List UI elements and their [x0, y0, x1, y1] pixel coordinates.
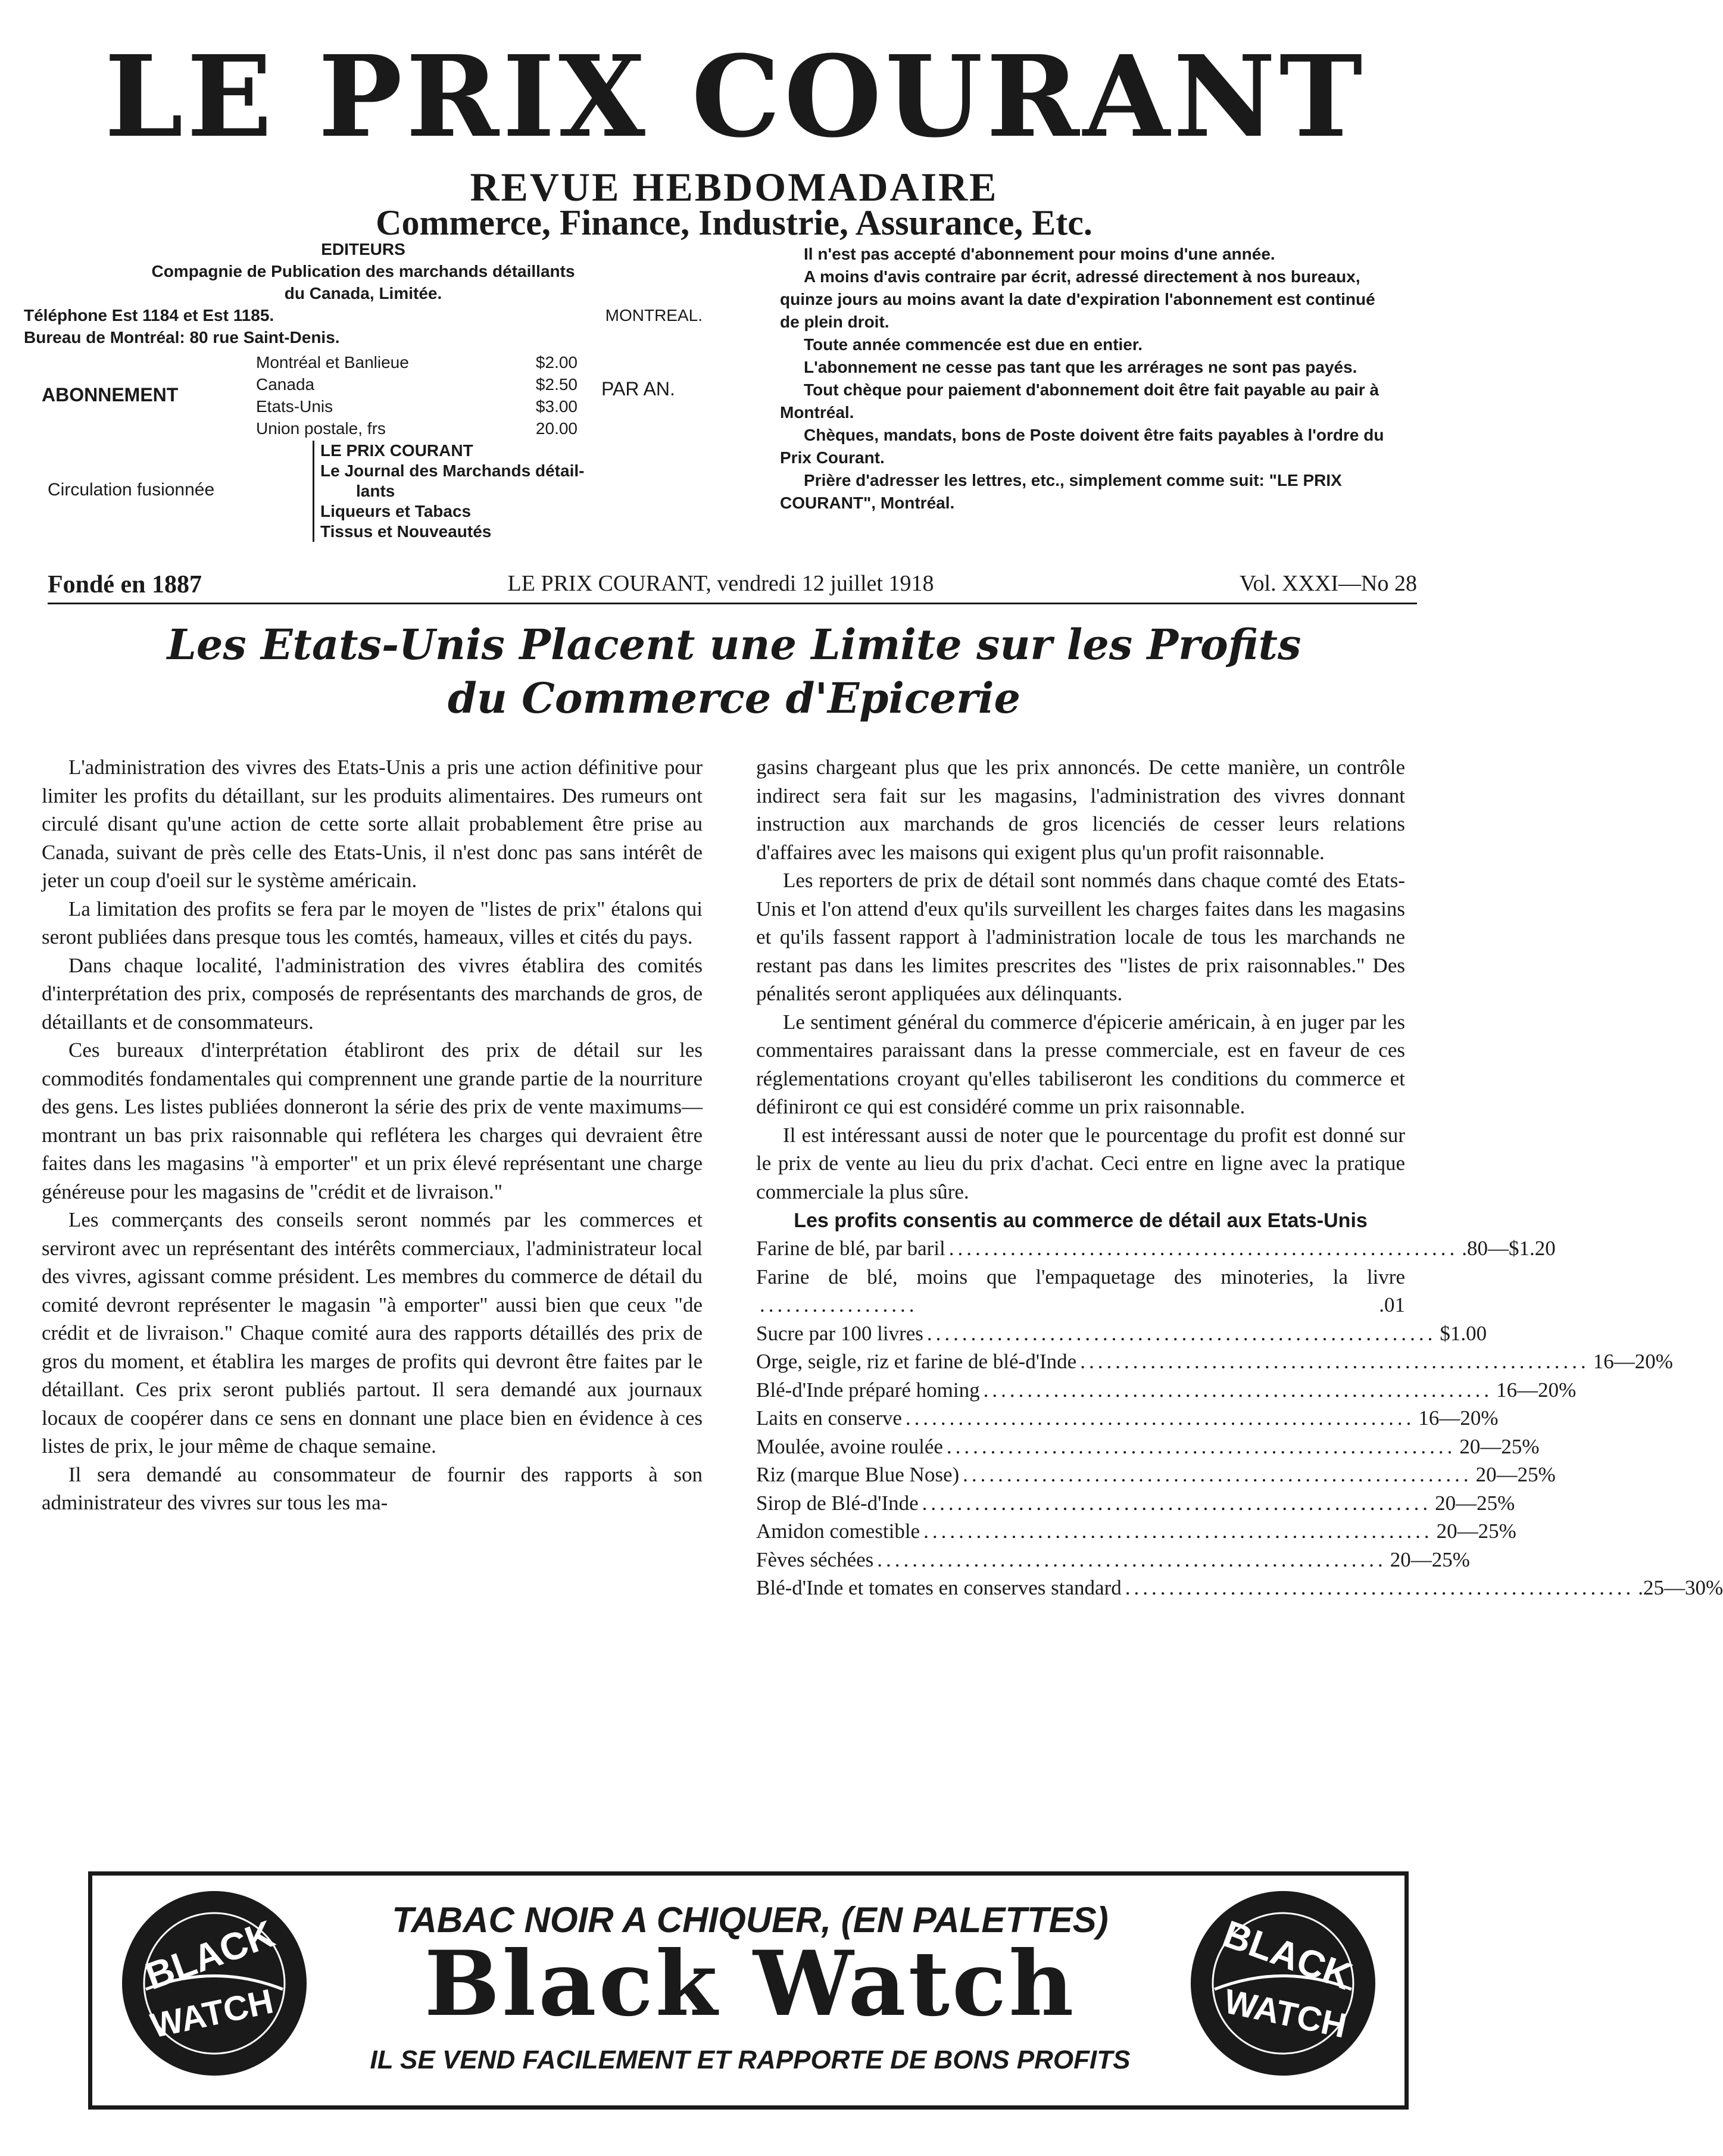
table-value: $1.00 — [1440, 1321, 1487, 1345]
subtitle: REVUE HEBDOMADAIRE — [470, 164, 998, 210]
notice-line: Toute année commencée est due en entier. — [804, 335, 1143, 354]
article-paragraph: gasins chargeant plus que les prix annoncés. De cette manière, un contrôle indirect sera fait sur les magasins, l'administration des vivres donnant instruction aux marchands de gros licenciés de cesser leurs relations d'affaires avec les maisons qui exigent plus qu'un profit raisonnable. — [756, 756, 1405, 864]
per-year-label: PAR AN. — [601, 378, 675, 400]
price-value: $2.00 — [535, 353, 578, 372]
price-value: $2.50 — [535, 375, 578, 394]
table-item: Moulée, avoine roulée — [756, 1434, 943, 1458]
table-row: Sucre par 100 livres .......................................................... $1.00 — [756, 1319, 1405, 1348]
table-item: Farine de blé, par baril — [756, 1237, 945, 1260]
notice-line: Prière d'adresser les lettres, etc., simplement comme suit: "LE PRIX COURANT", Montréal. — [780, 471, 1342, 512]
table-value: 16—20% — [1418, 1406, 1499, 1430]
article-paragraph: La limitation des profits se fera par le moyen de "listes de prix" étalons qui seront publiées dans presque tous les comtés, hameaux, villes et cités du pays. — [42, 897, 703, 948]
notice-line: Il n'est pas accepté d'abonnement pour moins d'une année. — [804, 245, 1275, 263]
profits-table-title: Les profits consentis au commerce de détail aux Etats-Unis — [794, 1209, 1368, 1232]
editors-phone: Téléphone Est 1184 et Est 1185. — [24, 306, 274, 325]
dateline — [48, 570, 1417, 604]
table-value: 20—25% — [1435, 1491, 1515, 1515]
price-place: Union postale, frs — [256, 419, 386, 438]
article-paragraph: Il sera demandé au consommateur de fournir des rapports à son administrateur des vivres sur tous les ma- — [42, 1462, 703, 1514]
price-place: Montréal et Banlieue — [256, 353, 409, 372]
editors-city: MONTREAL. — [605, 306, 703, 325]
circulation-list — [313, 441, 618, 542]
editors-company: Compagnie de Publication des marchands détaillants — [151, 262, 575, 280]
table-row: Orge, seigle, riz et farine de blé-d'Inde .......................................................... 16—20% — [756, 1347, 1405, 1376]
article-paragraph: Le sentiment général du commerce d'épicerie américain, à en juger par les commentaires paraissant dans la presse commerciale, est en faveur de ces réglementations croyant qu'elles tabiliseront les conditions du commerce et définiront ce qui est considéré comme un prix raisonnable. — [756, 1010, 1405, 1118]
issue-date: LE PRIX COURANT, vendredi 12 juillet 1918 — [507, 571, 934, 596]
editors-heading: EDITEURS — [321, 240, 405, 258]
circulation-item: Liqueurs et Tabacs — [320, 502, 472, 520]
price-value: 20.00 — [535, 419, 578, 438]
table-item: Blé-d'Inde et tomates en conserves standard — [756, 1576, 1122, 1599]
editors-company-2: du Canada, Limitée. — [284, 284, 442, 302]
circulation-item: lants — [356, 482, 395, 500]
price-place: Canada — [256, 375, 315, 394]
table-row: Blé-d'Inde et tomates en conserves standard .......................................................... .25—30% — [756, 1574, 1405, 1602]
subscription-notice — [780, 243, 1393, 514]
table-value: .80—$1.20 — [1462, 1237, 1556, 1260]
black-watch-seal-right — [1191, 1891, 1375, 2076]
article-headline — [0, 618, 1468, 725]
volume-number: Vol. XXXI—No 28 — [1239, 571, 1417, 596]
article-paragraph: Les reporters de prix de détail sont nommés dans chaque comté des Etats-Unis et l'on attend d'eux qu'ils surveillent les charges faites dans les magasins et qu'ils fassent rapport à l'administration locale de tous les marchands ne restant pas dans les limites prescrites des "listes de prix raisonnables." Des pénalités seront appliquées aux délinquants. — [756, 869, 1405, 1005]
price-row — [256, 351, 578, 373]
subscription-label: ABONNEMENT — [42, 384, 179, 405]
headline-line: Les Etats-Unis Placent une Limite sur les Profits — [167, 620, 1301, 669]
table-value: 20—25% — [1436, 1520, 1516, 1543]
seal-text-top: BLACK — [139, 1912, 280, 1998]
table-item: Blé-d'Inde préparé homing — [756, 1378, 980, 1402]
article-paragraph: Les commerçants des conseils seront nommés par les commerces et serviront avec un représentant des intérêts commerciaux, l'administrateur local des vivres, agissant comme président. Les membres du commerce de détail du comité devront représenter le magasin "à emporter" aussi bien que ceux "de crédit et de livraison." Chaque comité aura des rapports détaillés des prix de gros du moment, et établira les marges de profits qui devront être faites par le détaillant. Ces prix seront publiés partout. Il sera demandé aux journaux locaux de coopérer dans ce sens en donnant une place bien en évidence à ces listes de prix, le jour même de chaque semaine. — [42, 1208, 703, 1458]
price-row — [256, 417, 578, 439]
seal-text-bottom: WATCH — [147, 1982, 277, 2046]
table-item: Amidon comestible — [756, 1520, 920, 1543]
tagline: Commerce, Finance, Industrie, Assurance, Etc. — [376, 203, 1093, 242]
notice-line: L'abonnement ne cesse pas tant que les arrérages ne sont pas payés. — [804, 358, 1357, 376]
table-value: .01 — [1379, 1293, 1405, 1316]
table-row: Amidon comestible .......................................................... 20—25% — [756, 1517, 1405, 1546]
circulation-item: Tissus et Nouveautés — [320, 522, 492, 541]
notice-line: A moins d'avis contraire par écrit, adressé directement à nos bureaux, quinze jours au moins avant la date d'expiration l'abonnement est continué de plein droit. — [780, 267, 1375, 331]
price-place: Etats-Unis — [256, 397, 333, 416]
masthead-title: LE PRIX COURANT — [104, 31, 1366, 163]
seal-text-bottom: WATCH — [1221, 1982, 1350, 2046]
editors-phone-row — [24, 304, 703, 326]
circulation-item: LE PRIX COURANT — [320, 441, 473, 460]
table-item: Fèves séchées — [756, 1547, 874, 1571]
table-value: 20—25% — [1459, 1434, 1540, 1458]
circulation-label: Circulation fusionnée — [48, 480, 215, 500]
article-paragraph: Ces bureaux d'interprétation établiront des prix de détail sur les commodités fondamentales qui comprennent une grande partie de la nourriture des gens. Les listes publiées donneront la série des prix de vente maximums—montrant un bas prix raisonnable qui reflétera les charges qui devraient être faites dans les magasins "à emporter" et un prix élevé représentant une charge généreuse pour les magasins de "crédit et de livraison." — [42, 1038, 703, 1203]
founded-year: Fondé en 1887 — [48, 571, 202, 598]
table-value: 20—25% — [1390, 1547, 1470, 1571]
table-item: Sucre par 100 livres — [756, 1321, 923, 1345]
article-paragraph: L'administration des vivres des Etats-Unis a pris une action définitive pour limiter les profits du détaillant, sur les produits alimentaires. Des rumeurs ont circulé disant qu'une action de cette sorte allait probablement être prise au Canada, suivant de près celle des Etats-Unis, il n'est donc pas sans intérêt de jeter un coup d'oeil sur le système américain. — [42, 756, 703, 892]
table-row: Riz (marque Blue Nose) .......................................................... 20—25% — [756, 1461, 1405, 1489]
table-row: Laits en conserve .......................................................... 16—20% — [756, 1404, 1405, 1433]
headline-line: du Commerce d'Epicerie — [447, 673, 1021, 723]
ad-brand-name: Black Watch — [424, 1932, 1076, 2036]
price-row — [256, 395, 578, 417]
profits-table — [756, 1234, 1723, 1602]
table-value: 20—25% — [1475, 1463, 1556, 1486]
table-item: Riz (marque Blue Nose) — [756, 1463, 960, 1486]
seal-text-top: BLACK — [1217, 1912, 1358, 1998]
subscription-prices — [256, 351, 578, 439]
ad-tagline: TABAC NOIR A CHIQUER, (EN PALETTES) — [392, 1900, 1109, 1940]
price-row — [256, 373, 578, 395]
article-paragraph: Il est intéressant aussi de noter que le pourcentage du profit est donné sur le prix de vente au lieu du prix d'achat. Ceci entre en ligne avec la pratique commerciale la plus sûre. — [756, 1123, 1405, 1203]
table-value: 16—20% — [1496, 1378, 1577, 1402]
ad-slogan: IL SE VEND FACILEMENT ET RAPPORTE DE BONS PROFITS — [370, 2045, 1131, 2074]
table-row: Blé-d'Inde préparé homing .......................................................... 16—20% — [756, 1376, 1405, 1405]
price-value: $3.00 — [535, 397, 578, 416]
table-value: 16—20% — [1593, 1350, 1673, 1373]
black-watch-advertisement — [88, 1871, 1409, 2110]
article-column-left — [42, 753, 703, 1517]
table-item: Laits en conserve — [756, 1406, 902, 1430]
article-paragraph: Dans chaque localité, l'administration des vivres établira des comités d'interprétation des prix, composés de représentants des marchands de gros, de détaillants et de consommateurs. — [42, 953, 703, 1034]
table-row: Farine de blé, par baril .......................................................... .80—$1.20 — [756, 1234, 1405, 1263]
table-row: Moulée, avoine roulée .......................................................... 20—25% — [756, 1433, 1405, 1461]
table-item: Sirop de Blé-d'Inde — [756, 1491, 919, 1515]
table-row: Sirop de Blé-d'Inde .......................................................... 20—25% — [756, 1489, 1405, 1518]
seal-emblem-icon — [1191, 1891, 1375, 2076]
table-row: Farine de blé, moins que l'empaquetage des minoteries, la livre .................. .01 — [756, 1263, 1405, 1319]
table-item: Farine de blé, moins que l'empaquetage des minoteries, la livre — [756, 1265, 1405, 1288]
editors-block — [24, 238, 703, 348]
notice-line: Tout chèque pour paiement d'abonnement doit être fait payable au pair à Montréal. — [780, 380, 1379, 422]
table-row: Fèves séchées .......................................................... 20—25% — [756, 1546, 1405, 1574]
seal-emblem-icon — [122, 1891, 307, 2076]
editors-office: Bureau de Montréal: 80 rue Saint-Denis. — [24, 328, 340, 347]
subscription-block — [42, 351, 708, 548]
black-watch-seal-left — [122, 1891, 307, 2076]
article-column-right — [756, 753, 1723, 1602]
circulation-item: Le Journal des Marchands détail- — [320, 461, 585, 480]
notice-line: Chèques, mandats, bons de Poste doivent être faits payables à l'ordre du Prix Courant. — [780, 426, 1384, 467]
table-item: Orge, seigle, riz et farine de blé-d'Inde — [756, 1350, 1077, 1373]
table-value: .25—30% — [1638, 1576, 1723, 1599]
